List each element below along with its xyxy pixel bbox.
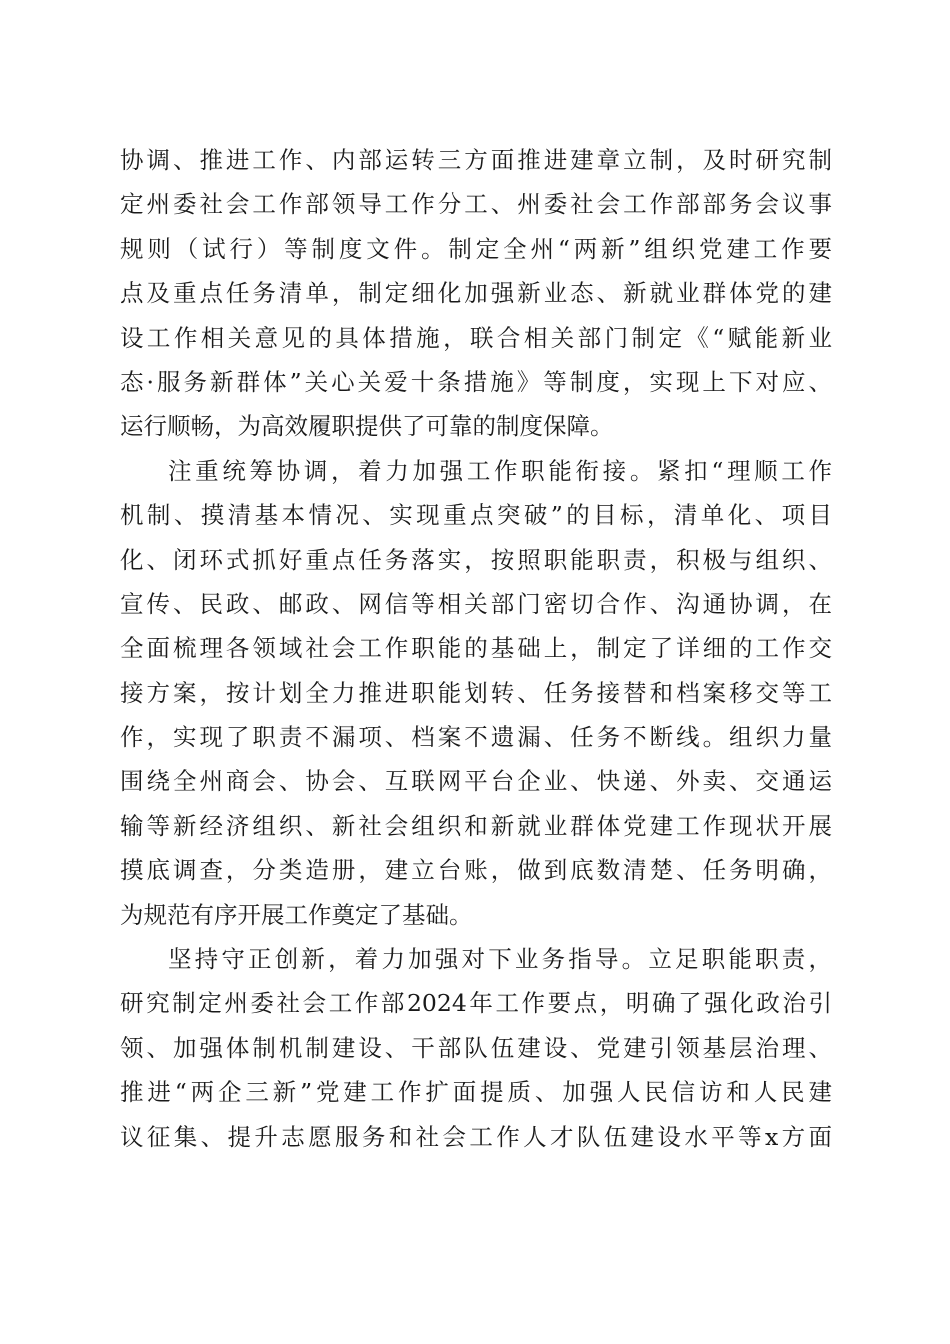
text-line: 全面梳理各领域社会工作职能的基础上，制定了详细的工作交 [120,634,832,663]
text-line: 为规范有序开展工作奠定了基础。 [120,900,473,929]
text-line: 推进“两企三新”党建工作扩面提质、加强人民信访和人民建 [120,1078,832,1107]
text-line: 作，实现了职责不漏项、档案不遗漏、任务不断线。组织力量 [120,723,832,752]
paragraph-start-line: 坚持守正创新，着力加强对下业务指导。立足职能职责， [168,945,832,974]
text-line: 点及重点任务清单，制定细化加强新业态、新就业群体党的建 [120,279,832,308]
text-line: 输等新经济组织、新社会组织和新就业群体党建工作现状开展 [120,811,832,840]
text-line: 研究制定州委社会工作部2024年工作要点，明确了强化政治引 [120,989,832,1018]
text-line: 协调、推进工作、内部运转三方面推进建章立制，及时研究制 [120,146,832,174]
text-line: 宣传、民政、邮政、网信等相关部门密切合作、沟通协调，在 [120,589,832,618]
text-line: 定州委社会工作部领导工作分工、州委社会工作部部务会议事 [120,190,832,219]
text-line: 运行顺畅，为高效履职提供了可靠的制度保障。 [120,412,614,441]
text-line: 化、闭环式抓好重点任务落实，按照职能职责，积极与组织、 [120,545,832,574]
text-line: 接方案，按计划全力推进职能划转、任务接替和档案移交等工 [120,678,832,707]
text-line: 机制、摸清基本情况、实现重点突破”的目标，清单化、项目 [120,501,832,530]
text-line: 领、加强体制机制建设、干部队伍建设、党建引领基层治理、 [120,1033,832,1062]
text-line: 态·服务新群体”关心关爱十条措施》等制度，实现上下对应、 [120,367,832,396]
text-line: 规则（试行）等制度文件。制定全州“两新”组织党建工作要 [120,234,832,263]
paragraph-start-line: 注重统筹协调，着力加强工作职能衔接。紧扣“理顺工作 [168,456,832,485]
text-line: 摸底调查，分类造册，建立台账，做到底数清楚、任务明确， [120,856,832,885]
text-line: 设工作相关意见的具体措施，联合相关部门制定《“赋能新业 [120,323,832,352]
document-body [120,138,832,1159]
text-line: 议征集、提升志愿服务和社会工作人才队伍建设水平等x方面 [120,1122,832,1151]
text-line: 围绕全州商会、协会、互联网平台企业、快递、外卖、交通运 [120,767,832,796]
